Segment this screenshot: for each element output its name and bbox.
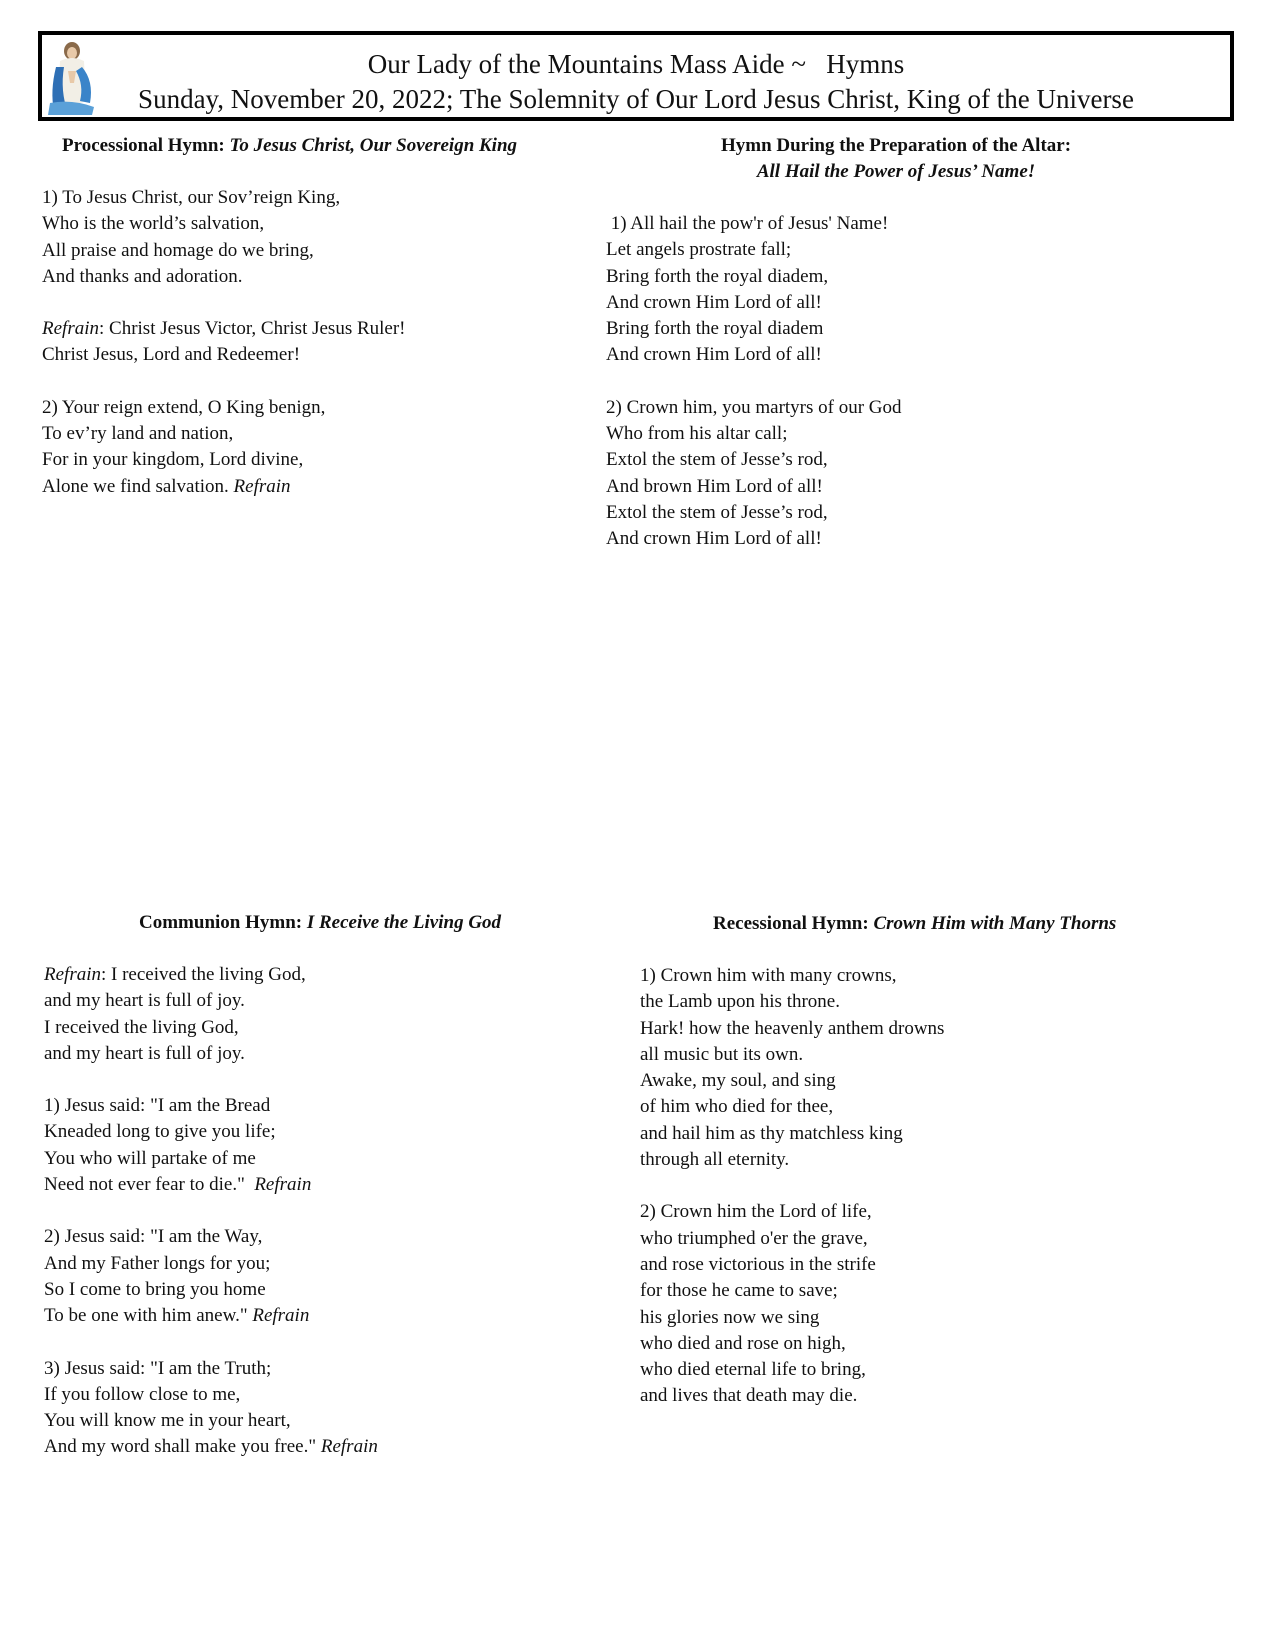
page-subtitle: Sunday, November 20, 2022; The Solemnity of Our Lord Jesus Christ, King of the Universe <box>138 84 1134 114</box>
preparation-verse-1: 1) All hail the pow'r of Jesus' Name! Let angels prostrate fall; Bring forth the royal diadem, And crown Him Lord of all! Bring forth the royal diadem And crown Him Lord of all! <box>606 213 889 366</box>
communion-refrain <box>44 962 604 1067</box>
refrain-label: Refrain <box>233 475 291 497</box>
refrain-label: Refrain <box>44 964 101 985</box>
communion-title: I Receive the Living God <box>306 912 502 933</box>
communion-verse-2 <box>44 1224 604 1329</box>
preparation-title: All Hail the Power of Jesus’ Name! <box>756 161 1036 182</box>
refrain-label: Refrain <box>320 1436 378 1458</box>
refrain-label: Refrain <box>254 1174 312 1196</box>
verse-text: 2) Jesus said: "I am the Way, And my Father longs for you; So I come to bring you home To be one with him anew." <box>44 1226 271 1327</box>
recessional-verse-1: 1) Crown him with many crowns, the Lamb upon his throne. Hark! how the heavenly anthem drowns all music but its own. Awake, my soul, and sing of him who died for thee, and hail him as thy matchless king through all eternity. <box>640 965 945 1171</box>
processional-label: Processional Hymn: <box>62 135 225 156</box>
recessional-heading <box>640 911 1240 937</box>
communion-hymn <box>44 910 604 1461</box>
preparation-label: Hymn During the Preparation of the Altar: <box>720 135 1072 156</box>
processional-verse-1: 1) To Jesus Christ, our Sov’reign King, Who is the world’s salvation, All praise and homage do we bring, And thanks and adoration. <box>42 187 341 287</box>
communion-label: Communion Hymn: <box>139 912 303 933</box>
communion-verse-1 <box>44 1093 604 1198</box>
processional-hymn <box>42 133 602 500</box>
recessional-hymn <box>640 911 1240 1410</box>
recessional-verse-2: 2) Crown him the Lord of life, who triumphed o'er the grave, and rose victorious in the strife for those he came to save; his glories now we sing who died and rose on high, who died eternal life to bring, and lives that death may die. <box>640 1201 876 1407</box>
processional-refrain <box>42 316 602 369</box>
recessional-label: Recessional Hymn: <box>713 913 869 934</box>
communion-heading <box>44 910 604 936</box>
processional-verse-2 <box>42 395 602 500</box>
preparation-verse-2: 2) Crown him, you martyrs of our God Who from his altar call; Extol the stem of Jesse’s rod, And brown Him Lord of all! Extol the stem of Jesse’s rod, And crown Him Lord of all! <box>606 396 902 550</box>
recessional-title: Crown Him with Many Thorns <box>873 913 1117 934</box>
verse-text: 1) Jesus said: "I am the Bread Kneaded long to give you life; You who will partake of me Need not ever fear to die." <box>44 1095 276 1196</box>
preparation-heading <box>606 133 1186 159</box>
communion-verse-3 <box>44 1356 604 1461</box>
refrain-label: Refrain <box>42 318 99 340</box>
processional-title: To Jesus Christ, Our Sovereign King <box>229 135 518 156</box>
processional-heading <box>42 133 602 159</box>
verse-text: 2) Your reign extend, O King benign, To ev’ry land and nation, For in your kingdom, Lord divine, Alone we find salvation. <box>42 396 326 497</box>
verse-text: 3) Jesus said: "I am the Truth; If you follow close to me, You will know me in your heart, And my word shall make you free." <box>44 1357 317 1458</box>
page-title: Our Lady of the Mountains Mass Aide ~ Hymns <box>367 49 905 79</box>
preparation-hymn <box>606 133 1226 553</box>
refrain-text: : Christ Jesus Victor, Christ Jesus Ruler! Christ Jesus, Lord and Redeemer! <box>42 318 406 366</box>
refrain-label: Refrain <box>252 1305 310 1327</box>
page-header <box>38 31 1234 121</box>
refrain-text: : I received the living God, and my heart is full of joy. I received the living God, and my heart is full of joy. <box>44 964 306 1064</box>
